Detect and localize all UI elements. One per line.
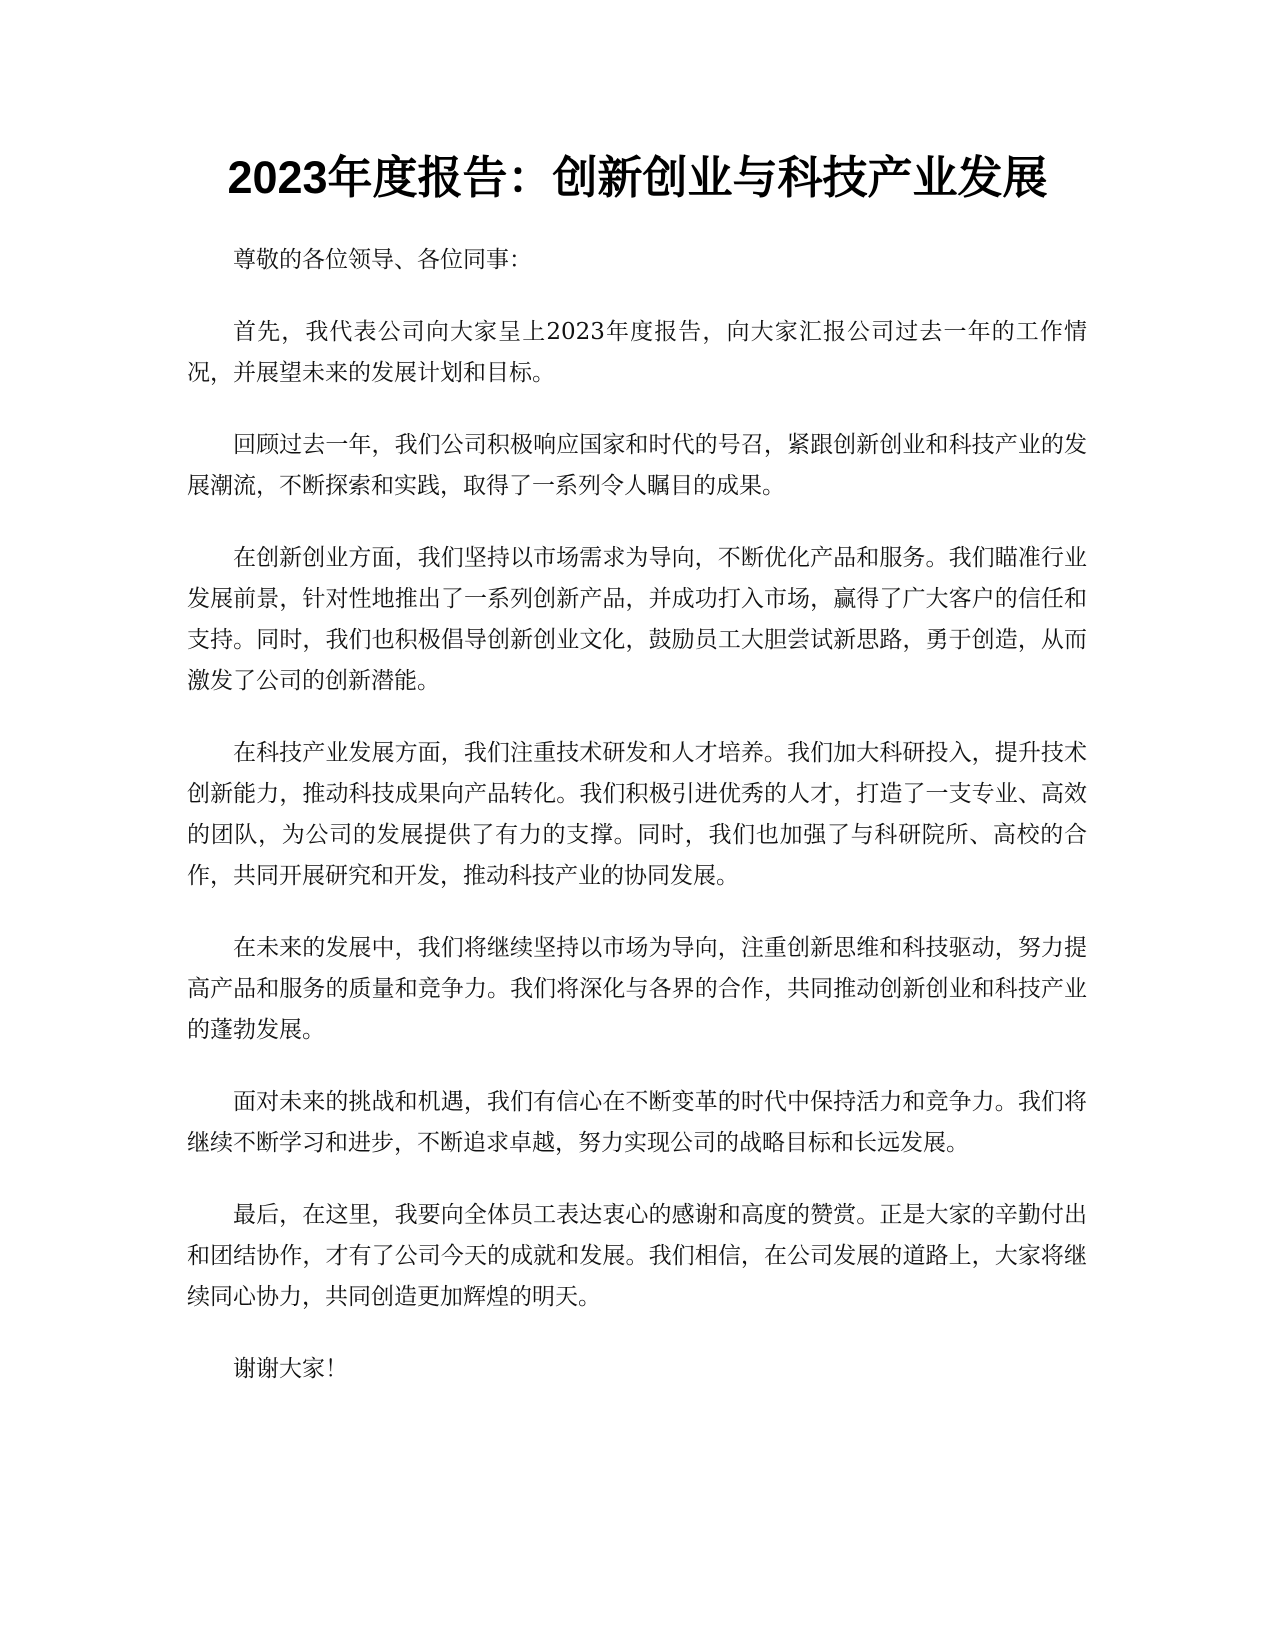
paragraph-future: 在未来的发展中，我们将继续坚持以市场为导向，注重创新思维和科技驱动，努力提高产品和服务的质量和竞争力。我们将深化与各界的合作，共同推动创新创业和科技产业的蓬勃发展。	[187, 935, 1087, 1043]
document-title: 2023年度报告：创新创业与科技产业发展	[227, 152, 1048, 203]
paragraph-closing: 谢谢大家！	[233, 1356, 348, 1382]
paragraph-challenges: 面对未来的挑战和机遇，我们有信心在不断变革的时代中保持活力和竞争力。我们将继续不断学习和进步，不断追求卓越，努力实现公司的战略目标和长远发展。	[187, 1089, 1087, 1156]
paragraph-gratitude: 最后，在这里，我要向全体员工表达衷心的感谢和高度的赞赏。正是大家的辛勤付出和团结协作，才有了公司今天的成就和发展。我们相信，在公司发展的道路上，大家将继续同心协力，共同创造更加辉煌的明天。	[187, 1202, 1087, 1310]
document-body	[187, 240, 1087, 1421]
paragraph-salutation: 尊敬的各位领导、各位同事：	[233, 247, 532, 273]
paragraph-technology: 在科技产业发展方面，我们注重技术研发和人才培养。我们加大科研投入，提升技术创新能力，推动科技成果向产品转化。我们积极引进优秀的人才，打造了一支专业、高效的团队，为公司的发展提供了有力的支撑。同时，我们也加强了与科研院所、高校的合作，共同开展研究和开发，推动科技产业的协同发展。	[187, 740, 1087, 889]
paragraph-review: 回顾过去一年，我们公司积极响应国家和时代的号召，紧跟创新创业和科技产业的发展潮流，不断探索和实践，取得了一系列令人瞩目的成果。	[187, 432, 1087, 499]
paragraph-introduction: 首先，我代表公司向大家呈上2023年度报告，向大家汇报公司过去一年的工作情况，并展望未来的发展计划和目标。	[187, 319, 1087, 386]
paragraph-innovation: 在创新创业方面，我们坚持以市场需求为导向，不断优化产品和服务。我们瞄准行业发展前景，针对性地推出了一系列创新产品，并成功打入市场，赢得了广大客户的信任和支持。同时，我们也积极倡导创新创业文化，鼓励员工大胆尝试新思路，勇于创造，从而激发了公司的创新潜能。	[187, 545, 1087, 694]
